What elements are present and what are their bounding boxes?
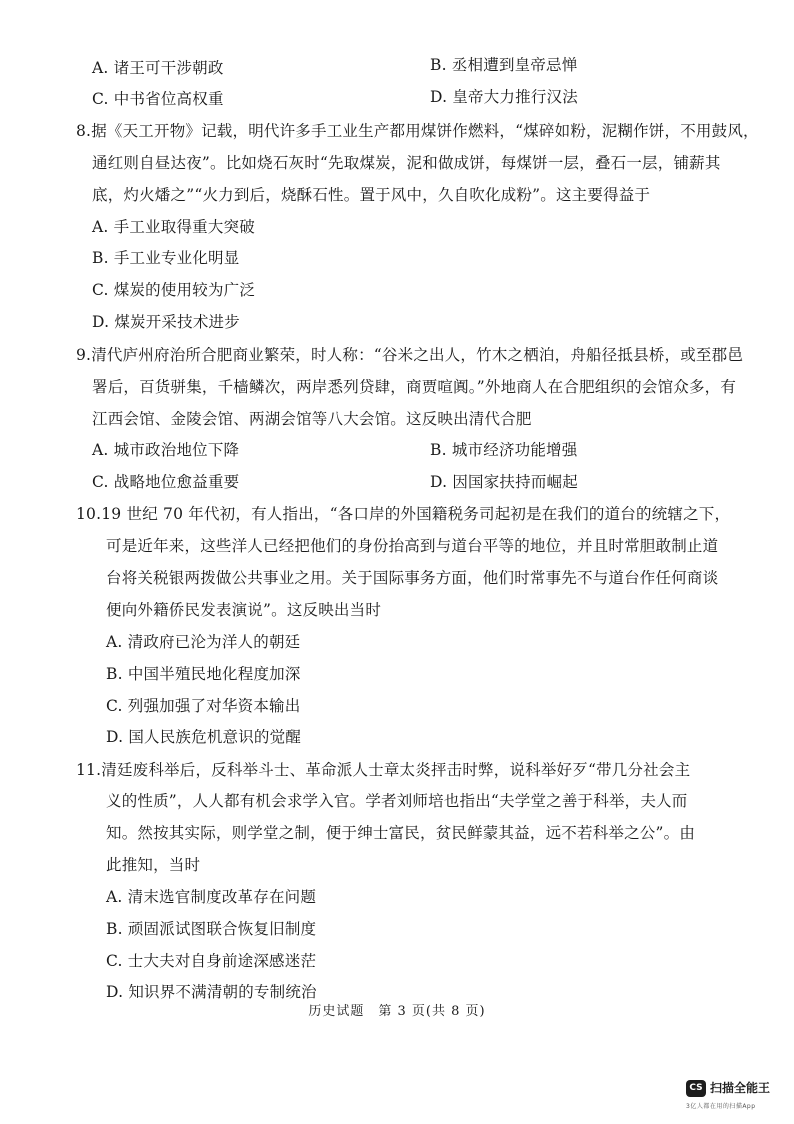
q10-stem-line-3: 台将关税银两拨做公共事业之用。关于国际事务方面，他们时常事先不与道台作任何商谈	[106, 569, 719, 587]
q9-option-b: B. 城市经济功能增强	[430, 441, 578, 459]
q11-stem-line-4: 此推知，当时	[106, 856, 201, 874]
q8-stem-line-2: 通红则自昼达夜”。比如烧石灰时“先取煤炭，泥和做成饼，每煤饼一层，叠石一层，铺薪其	[92, 154, 721, 172]
q11-option-a: A. 清末选官制度改革存在问题	[106, 888, 317, 906]
q10-stem-line-1: 10.19 世纪 70 年代初，有人指出，“各口岸的外国籍税务司起初是在我们的道台的统辖之下，	[76, 505, 731, 523]
q10-option-a: A. 清政府已沦为洋人的朝廷	[106, 633, 301, 651]
scanner-badge	[686, 1080, 786, 1116]
q11-stem-line-3: 知。然按其实际，则学堂之制，便于绅士富民，贫民鲜蒙其益，远不若科举之公”。由	[106, 824, 696, 842]
q8-option-a: A. 手工业取得重大突破	[92, 218, 255, 236]
q9-option-d: D. 因国家扶持而崛起	[430, 473, 578, 491]
cs-logo-icon: CS	[686, 1080, 706, 1097]
q9-option-c: C. 战略地位愈益重要	[92, 473, 240, 491]
q8-stem-line-1: 8.据《天工开物》记载，明代许多手工业生产都用煤饼作燃料，“煤碎如粉，泥糊作饼，不用鼓风，	[76, 122, 759, 140]
q10-stem-line-2: 可是近年来，这些洋人已经把他们的身份抬高到与道台平等的地位，并且时常胆敢制止道	[106, 537, 719, 555]
q8-option-d: D. 煤炭开采技术进步	[92, 313, 240, 331]
q11-stem-line-1: 11.清廷废科举后，反科举斗士、革命派人士章太炎抨击时弊，说科举好歹“带几分社会主	[76, 761, 691, 779]
q11-option-d: D. 知识界不满清朝的专制统治	[106, 983, 317, 1001]
q7-option-d: D. 皇帝大力推行汉法	[430, 88, 578, 106]
q11-stem-line-2: 义的性质”，人人都有机会求学入官。学者刘师培也指出“夫学堂之善于科举，夫人而	[106, 792, 688, 810]
q10-option-d: D. 国人民族危机意识的觉醒	[106, 728, 302, 746]
q8-stem-line-3: 底，灼火燔之”“火力到后，烧酥石性。置于风中，久自吹化成粉”。这主要得益于	[92, 186, 651, 204]
scanner-tagline: 3亿人都在用的扫描App	[686, 1103, 756, 1110]
q10-option-b: B. 中国半殖民地化程度加深	[106, 665, 301, 683]
page-footer: 历史试题 第 3 页(共 8 页)	[308, 1004, 486, 1019]
q7-option-a: A. 诸王可干涉朝政	[92, 59, 224, 77]
q11-option-c: C. 士大夫对自身前途深感迷茫	[106, 952, 317, 970]
q9-stem-line-2: 署后，百货骈集，千樯鳞次，两岸悉列贷肆，商贾喧阗。”外地商人在合肥组织的会馆众多，有	[92, 378, 737, 396]
q11-option-b: B. 顽固派试图联合恢复旧制度	[106, 920, 317, 938]
q8-option-c: C. 煤炭的使用较为广泛	[92, 281, 256, 299]
scanner-app-name: 扫描全能王	[710, 1081, 771, 1095]
q8-option-b: B. 手工业专业化明显	[92, 249, 240, 267]
q9-stem-line-3: 江西会馆、金陵会馆、两湖会馆等八大会馆。这反映出清代合肥	[92, 410, 532, 428]
q9-stem-line-1: 9.清代庐州府治所合肥商业繁荣，时人称：“谷米之出人，竹木之栖泊，舟船径抵县桥，或至郡邑	[76, 346, 744, 364]
q10-option-c: C. 列强加强了对华资本输出	[106, 697, 301, 715]
q10-stem-line-4: 便向外籍侨民发表演说”。这反映出当时	[106, 601, 382, 619]
q9-option-a: A. 城市政治地位下降	[92, 441, 240, 459]
q7-option-c: C. 中书省位高权重	[92, 90, 224, 108]
q7-option-b: B. 丞相遭到皇帝忌惮	[430, 56, 578, 74]
